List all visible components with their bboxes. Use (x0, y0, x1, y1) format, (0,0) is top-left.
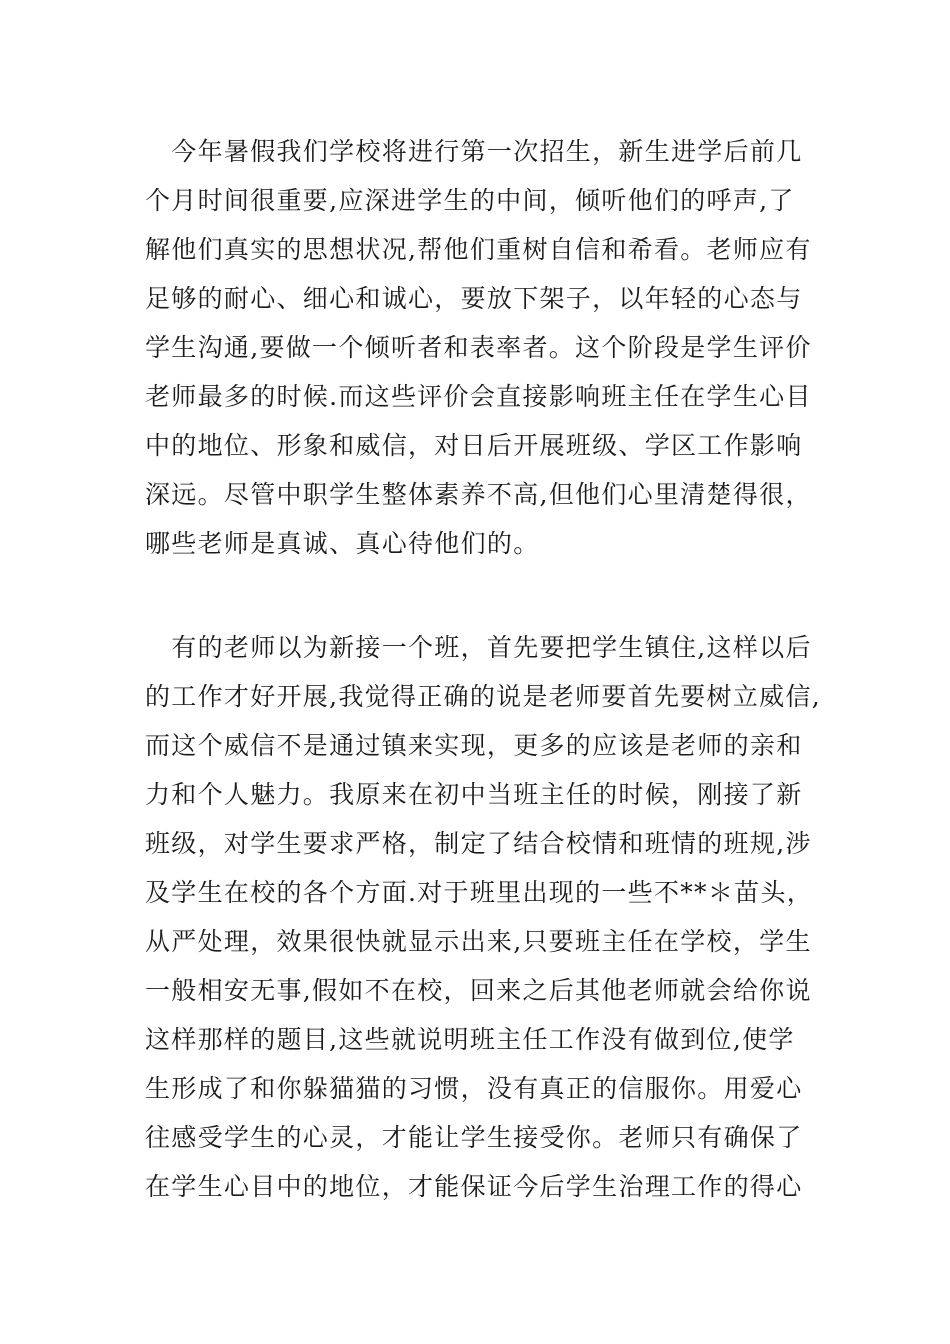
paragraph-1-line: 个月时间很重要,应深进学生的中间，倾听他们的呼声,了 (145, 186, 795, 215)
paragraph-2-line: 而这个威信不是通过镇来实现，更多的应该是老师的亲和 (145, 731, 803, 760)
paragraph-2-line: 一般相安无事,假如不在校，回来之后其他老师就会给你说 (145, 976, 812, 1005)
paragraph-2-line: 班级，对学生要求严格，制定了结合校情和班情的班规,涉 (145, 829, 812, 858)
paragraph-1-line: 今年暑假我们学校将进行第一次招生，新生进学后前几 (145, 137, 803, 166)
paragraph-2-line: 有的老师以为新接一个班，首先要把学生镇住,这样以后 (145, 633, 812, 662)
paragraph-1-line: 中的地位、形象和威信，对日后开展班级、学区工作影响 (145, 431, 803, 460)
paragraph-2-line: 生形成了和你躲猫猫的习惯，没有真正的信服你。用爱心 (145, 1074, 803, 1103)
paragraph-1-line: 解他们真实的思想状况,帮他们重树自信和希看。老师应有 (145, 235, 812, 264)
paragraph-2-line: 的工作才好开展,我觉得正确的说是老师要首先要树立威信, (145, 682, 821, 711)
paragraph-2-line: 及学生在校的各个方面.对于班里出现的一些不**＊苗头， (145, 878, 814, 907)
paragraph-2-line: 从严处理，效果很快就显示出来,只要班主任在学校，学生 (145, 927, 812, 956)
paragraph-2-line: 往感受学生的心灵，才能让学生接受你。老师只有确保了 (145, 1123, 803, 1152)
paragraph-1-line: 学生沟通,要做一个倾听者和表率者。这个阶段是学生评价 (145, 333, 812, 362)
paragraph-1-line: 足够的耐心、细心和诚心，要放下架子，以年轻的心态与 (145, 284, 803, 313)
paragraph-1-line: 深远。尽管中职学生整体素养不高,但他们心里清楚得很， (145, 480, 812, 509)
paragraph-2-line: 这样那样的题目,这些就说明班主任工作没有做到位,使学 (145, 1025, 795, 1054)
paragraph-2-line: 在学生心目中的地位，才能保证今后学生治理工作的得心 (145, 1172, 803, 1201)
paragraph-2-line: 力和个人魅力。我原来在初中当班主任的时候，刚接了新 (145, 780, 803, 809)
paragraph-1-line: 老师最多的时候.而这些评价会直接影响班主任在学生心目 (145, 382, 812, 411)
paragraph-1-line: 哪些老师是真诚、真心待他们的。 (145, 529, 540, 558)
